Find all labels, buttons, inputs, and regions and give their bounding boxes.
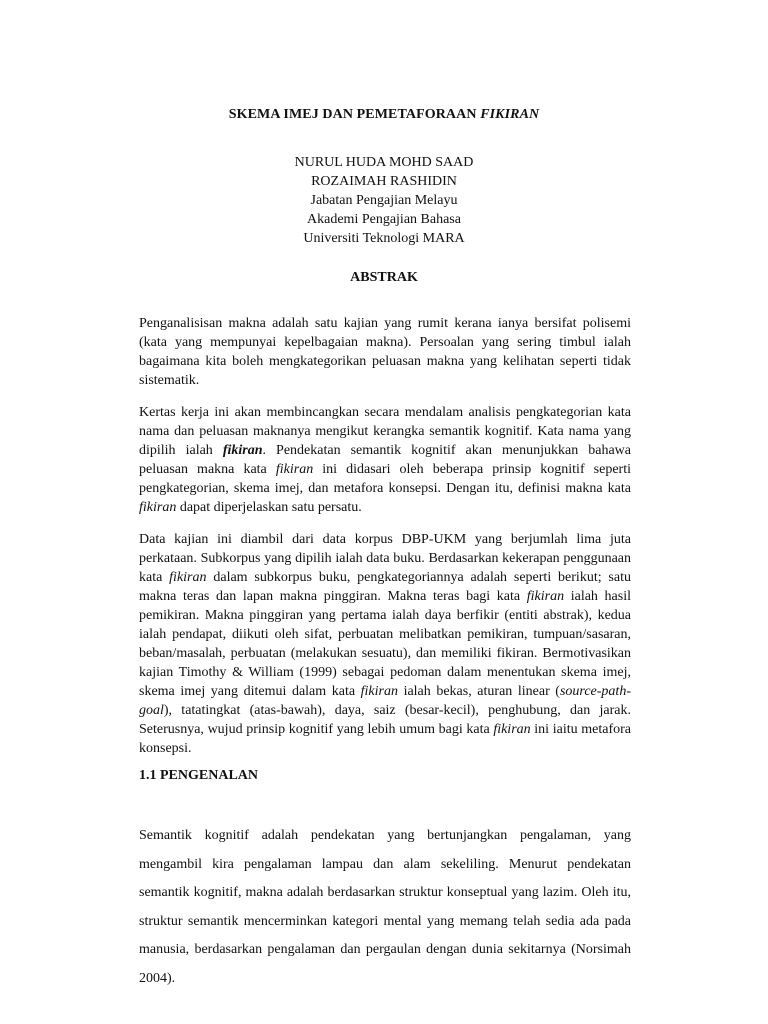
text-run: ini didasari oleh beberapa prinsip kognitif seperti pengkategorian, skema imej, dan metafora konsepsi. Dengan itu, definisi makna kata — [139, 462, 631, 496]
text-run: ), tatatingkat (atas-bawah), daya, saiz (besar-kecil), penghubung, dan jarak. Seterusnya, wujud prinsip kognitif yang lebih umum bagi kata — [139, 703, 631, 737]
text-run: ialah hasil pemikiran. Makna pinggiran yang pertama ialah daya berfikir (entiti abstrak), kedua ialah pendapat, diikuti oleh sifat, perbuatan melibatkan pemikiran, tumpuan/sasaran, beban/masalah, perbuatan (melakukan sesuatu), dan memiliki fikiran. Bermotivasikan kajian Timothy & William (1999) sebagai pedoman dalam menentukan skema imej, skema imej yang ditemui dalam kata — [139, 589, 631, 699]
italic-term: fikiran — [526, 589, 565, 604]
title-italic: FIKIRAN — [480, 107, 540, 122]
italic-term: fikiran — [360, 684, 398, 699]
text-run: Data kajian ini diambil dari data korpus DBP-UKM yang berjumlah lima juta perkataan. Subkorpus yang dipilih ialah data buku. Berdasarkan kekerapan penggunaan kata — [139, 532, 631, 585]
section-heading: 1.1 PENGENALAN — [139, 768, 259, 783]
abstract-heading: ABSTRAK — [350, 270, 418, 285]
author-name-2: ROZAIMAH RASHIDIN — [311, 174, 457, 189]
text-run: Kertas kerja ini akan membincangkan secara mendalam analisis pengkategorian kata nama dan peluasan maknanya mengikut kerangka semantik kognitif. Kata nama yang dipilih ialah — [139, 405, 631, 458]
abstract-paragraph-2 — [139, 403, 631, 517]
italic-term: source-path-goal — [139, 684, 631, 718]
author-name-1: NURUL HUDA MOHD SAAD — [294, 155, 474, 170]
title-main: SKEMA IMEJ DAN PEMETAFORAAN — [228, 107, 477, 122]
affiliation-university: Universiti Teknologi MARA — [303, 231, 465, 246]
author-block — [0, 153, 768, 248]
text-run: dalam subkorpus buku, pengkategoriannya adalah seperti berikut; satu makna teras dan lapan makna pinggiran. Makna teras bagi kata — [139, 570, 631, 604]
abstract-paragraph-1: Penganalisisan makna adalah satu kajian yang rumit kerana ianya bersifat polisemi (kata yang mempunyai kepelbagaian makna). Persoalan yang sering timbul ialah bagaimana kita boleh mengkategorikan peluasan makna yang kelihatan seperti tidak sistematik. — [139, 316, 631, 388]
text-run: ialah bekas, aturan linear ( — [397, 684, 560, 699]
italic-term: fikiran — [169, 570, 207, 585]
emphasis-term: fikiran — [222, 443, 263, 458]
paper-title — [0, 107, 768, 123]
text-run: . Pendekatan semantik kognitif akan menunjukkan bahawa peluasan makna kata — [139, 443, 631, 477]
text-run: ini iaitu metafora konsepsi. — [139, 722, 631, 756]
introduction-paragraph: Semantik kognitif adalah pendekatan yang bertunjangkan pengalaman, yang mengambil kira pengalaman lampau dan alam sekeliling. Menurut pendekatan semantik kognitif, makna adalah berdasarkan struktur konseptual yang lazim. Oleh itu, struktur semantik mencerminkan kategori mental yang memang telah sedia ada pada manusia, berdasarkan pengalaman dan pergaulan dengan dunia sekitarnya (Norsimah 2004). — [139, 828, 631, 986]
text-run: dapat diperjelaskan satu persatu. — [176, 500, 362, 515]
italic-term: fikiran — [275, 462, 314, 477]
affiliation-academy: Akademi Pengajian Bahasa — [307, 212, 461, 227]
italic-term: fikiran — [139, 500, 177, 515]
italic-term: fikiran — [493, 722, 531, 737]
affiliation-department: Jabatan Pengajian Melayu — [310, 193, 458, 208]
abstract-paragraph-3 — [139, 530, 631, 758]
